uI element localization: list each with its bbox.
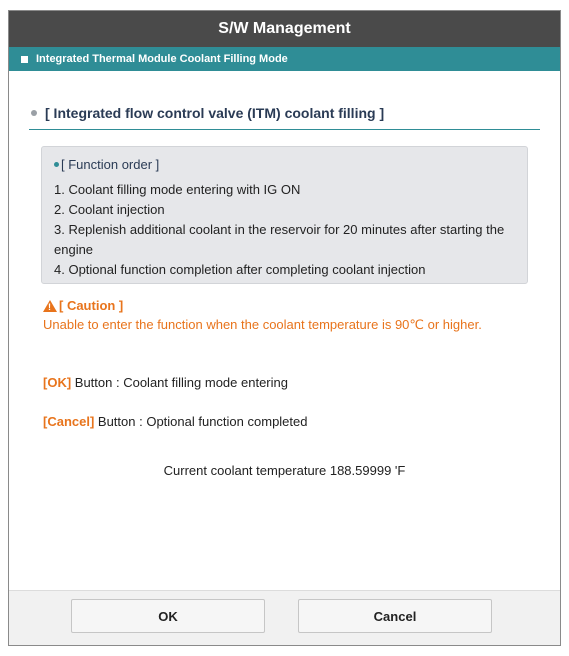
caution-text: Unable to enter the function when the coolant temperature is 90℃ or higher.	[43, 317, 482, 332]
section-header	[23, 105, 546, 121]
cancel-hint-text: Button : Optional function completed	[94, 414, 308, 429]
warning-icon: !	[43, 300, 57, 312]
caution-block	[23, 298, 546, 333]
dialog-titlebar	[9, 11, 560, 47]
list-item: 3. Replenish additional coolant in the reservoir for 20 minutes after starting the engine	[54, 222, 505, 257]
function-order-header	[54, 157, 515, 172]
ok-hint	[23, 375, 546, 390]
bullet-dot-icon	[54, 162, 59, 167]
caution-header	[43, 298, 546, 313]
function-order-box	[41, 146, 528, 284]
mode-label: Integrated Thermal Module Coolant Filling Mode	[36, 53, 288, 65]
dialog-content	[9, 105, 560, 478]
function-order-title: [ Function order ]	[61, 157, 160, 172]
list-item: 2. Coolant injection	[54, 202, 165, 217]
ok-button[interactable]: OK	[71, 599, 265, 633]
cancel-hint-tag: [Cancel]	[43, 414, 95, 429]
mode-bar	[9, 47, 560, 71]
caution-title: [ Caution ]	[59, 298, 124, 313]
list-item: 4. Optional function completion after completing coolant injection	[54, 262, 426, 277]
cancel-hint	[23, 414, 546, 429]
ok-hint-tag: [OK]	[43, 375, 72, 390]
section-title: [ Integrated flow control valve (ITM) coolant filling ]	[45, 105, 385, 121]
function-order-list	[54, 180, 515, 280]
square-bullet-icon	[21, 56, 28, 63]
bullet-dot-icon	[31, 110, 37, 116]
sw-management-dialog	[8, 10, 561, 646]
coolant-temperature-status: Current coolant temperature 188.59999 'F	[163, 463, 406, 478]
cancel-button[interactable]: Cancel	[298, 599, 492, 633]
list-item: 1. Coolant filling mode entering with IG ON	[54, 182, 301, 197]
dialog-footer	[9, 590, 560, 645]
section-divider	[29, 129, 540, 130]
dialog-title: S/W Management	[218, 20, 351, 37]
ok-hint-text: Button : Coolant filling mode entering	[71, 375, 288, 390]
